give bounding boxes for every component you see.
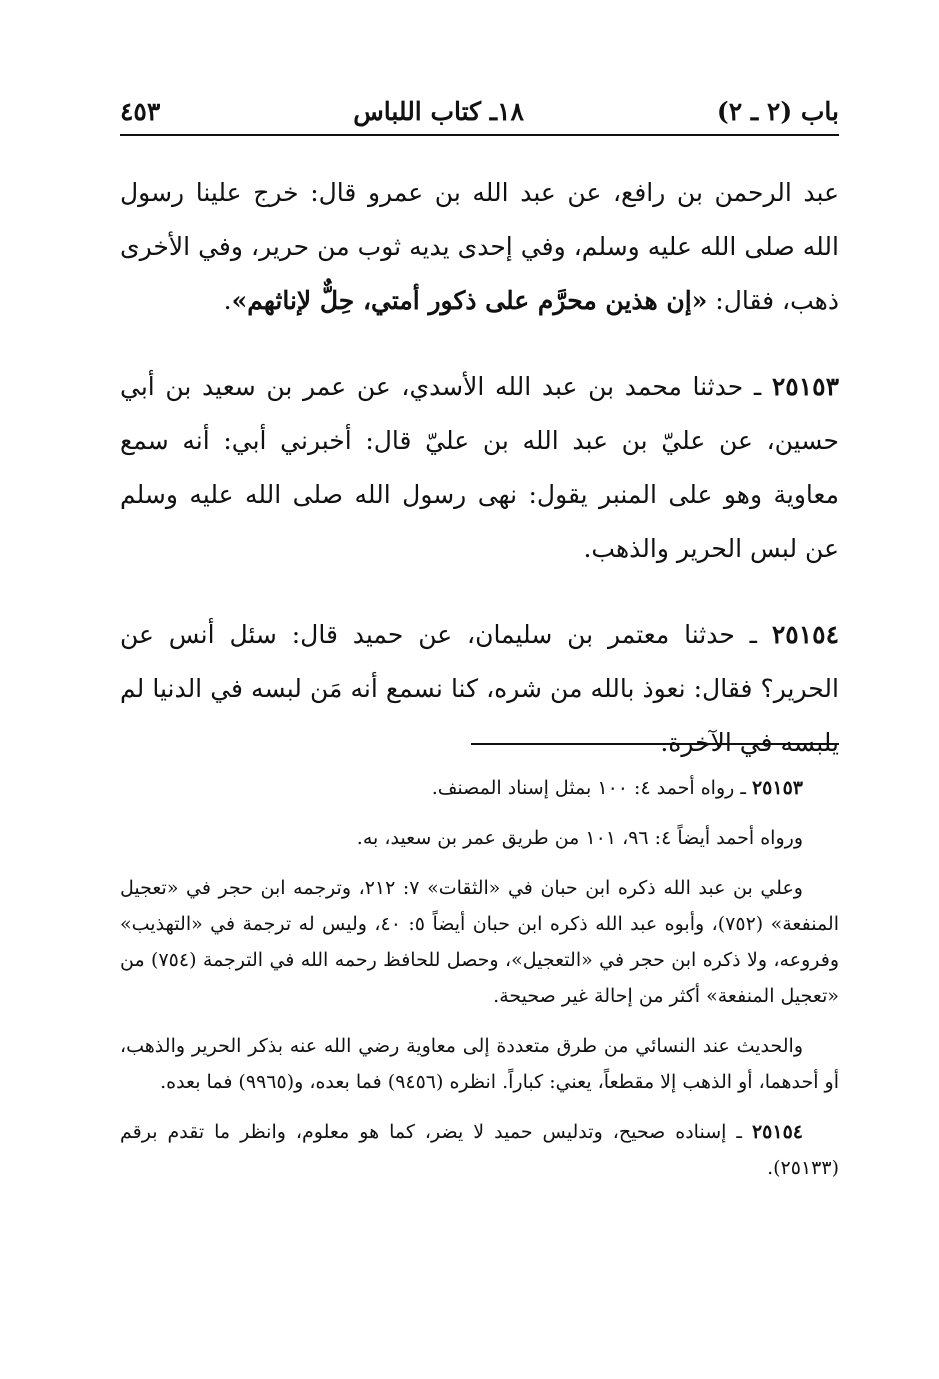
hadith-quote: «إن هذين محرَّم على ذكور أمتي، حِلٌّ لإناثهم»	[231, 286, 708, 315]
page-header	[120, 86, 839, 126]
footnote-25154: ٢٥١٥٤ ـ إسناده صحيح، وتدليس حميد لا يضر، كما هو معلوم، وانظر ما تقدم برقم (٢٥١٣٣).	[120, 1121, 839, 1179]
hadith-number: ٢٥١٥٣	[771, 372, 839, 401]
footnote-number: ٢٥١٥٣	[751, 777, 803, 799]
footnote-text: والحديث عند النسائي من طرق متعددة إلى معاوية رضي الله عنه بذكر الحرير والذهب، أو أحدهما، أو الذهب إلا مقطعاً، يعني: كباراً. انظره (٩٤٥٦) فما بعده، و(٩٩٦٥) فما بعده.	[120, 1035, 839, 1093]
page-number: ٤٥٣	[120, 97, 161, 126]
footnote-separator	[471, 743, 839, 745]
paragraph-continuation: عبد الرحمن بن رافع، عن عبد الله بن عمرو قال: خرج علينا رسول الله صلى الله عليه وسلم، وفي إحدى يديه ثوب من حرير، وفي الأخرى ذهب، فقال: «إن هذين محرَّم على ذكور أمتي، حِلٌّ لإناثهم».	[120, 178, 839, 315]
hadith-25153: ٢٥١٥٣ ـ حدثنا محمد بن عبد الله الأسدي، عن عمر بن سعيد بن أبي حسين، عن عليّ بن عبد الله بن عليّ قال: أخبرني أبي: أنه سمع معاوية وهو على المنبر يقول: نهى رسول الله صلى الله عليه وسلم عن لبس الحرير والذهب.	[120, 372, 839, 563]
book-title: ١٨ـ كتاب اللباس	[353, 97, 524, 126]
footnote-text: وعلي بن عبد الله ذكره ابن حبان في «الثقات» ٧: ٢١٢، وترجمه ابن حجر في «تعجيل المنفعة» (٧٥٢)، وأبوه عبد الله ذكره ابن حبان أيضاً ٥: ٤٠، وليس له ترجمة في «التهذيب» وفروعه، ولا ذكره ابن حجر في «التعجيل»، وحصل للحافظ رحمه الله في الترجمة (٧٥٤) من «تعجيل المنفعة» أكثر من إحالة غير صحيحة.	[120, 877, 840, 1007]
footnote-text: ورواه أحمد أيضاً ٤: ٩٦، ١٠١ من طريق عمر بن سعيد، به.	[356, 827, 803, 849]
page	[120, 0, 839, 1379]
footnote-25153: ٢٥١٥٣ ـ رواه أحمد ٤: ١٠٠ بمثل إسناد المصنف.	[431, 777, 803, 799]
main-text	[120, 166, 839, 802]
hadith-number: ٢٥١٥٤	[771, 620, 839, 649]
header-rule	[120, 134, 839, 136]
footnotes	[120, 770, 839, 1200]
chapter-section: باب (٢ ـ ٢)	[716, 97, 839, 126]
footnote-number: ٢٥١٥٤	[751, 1121, 803, 1143]
hadith-25154: ٢٥١٥٤ ـ حدثنا معتمر بن سليمان، عن حميد قال: سئل أنس عن الحرير؟ فقال: نعوذ بالله من شره، كنا نسمع أنه مَن لبسه في الدنيا لم يلبسه في الآخرة.	[120, 620, 839, 757]
